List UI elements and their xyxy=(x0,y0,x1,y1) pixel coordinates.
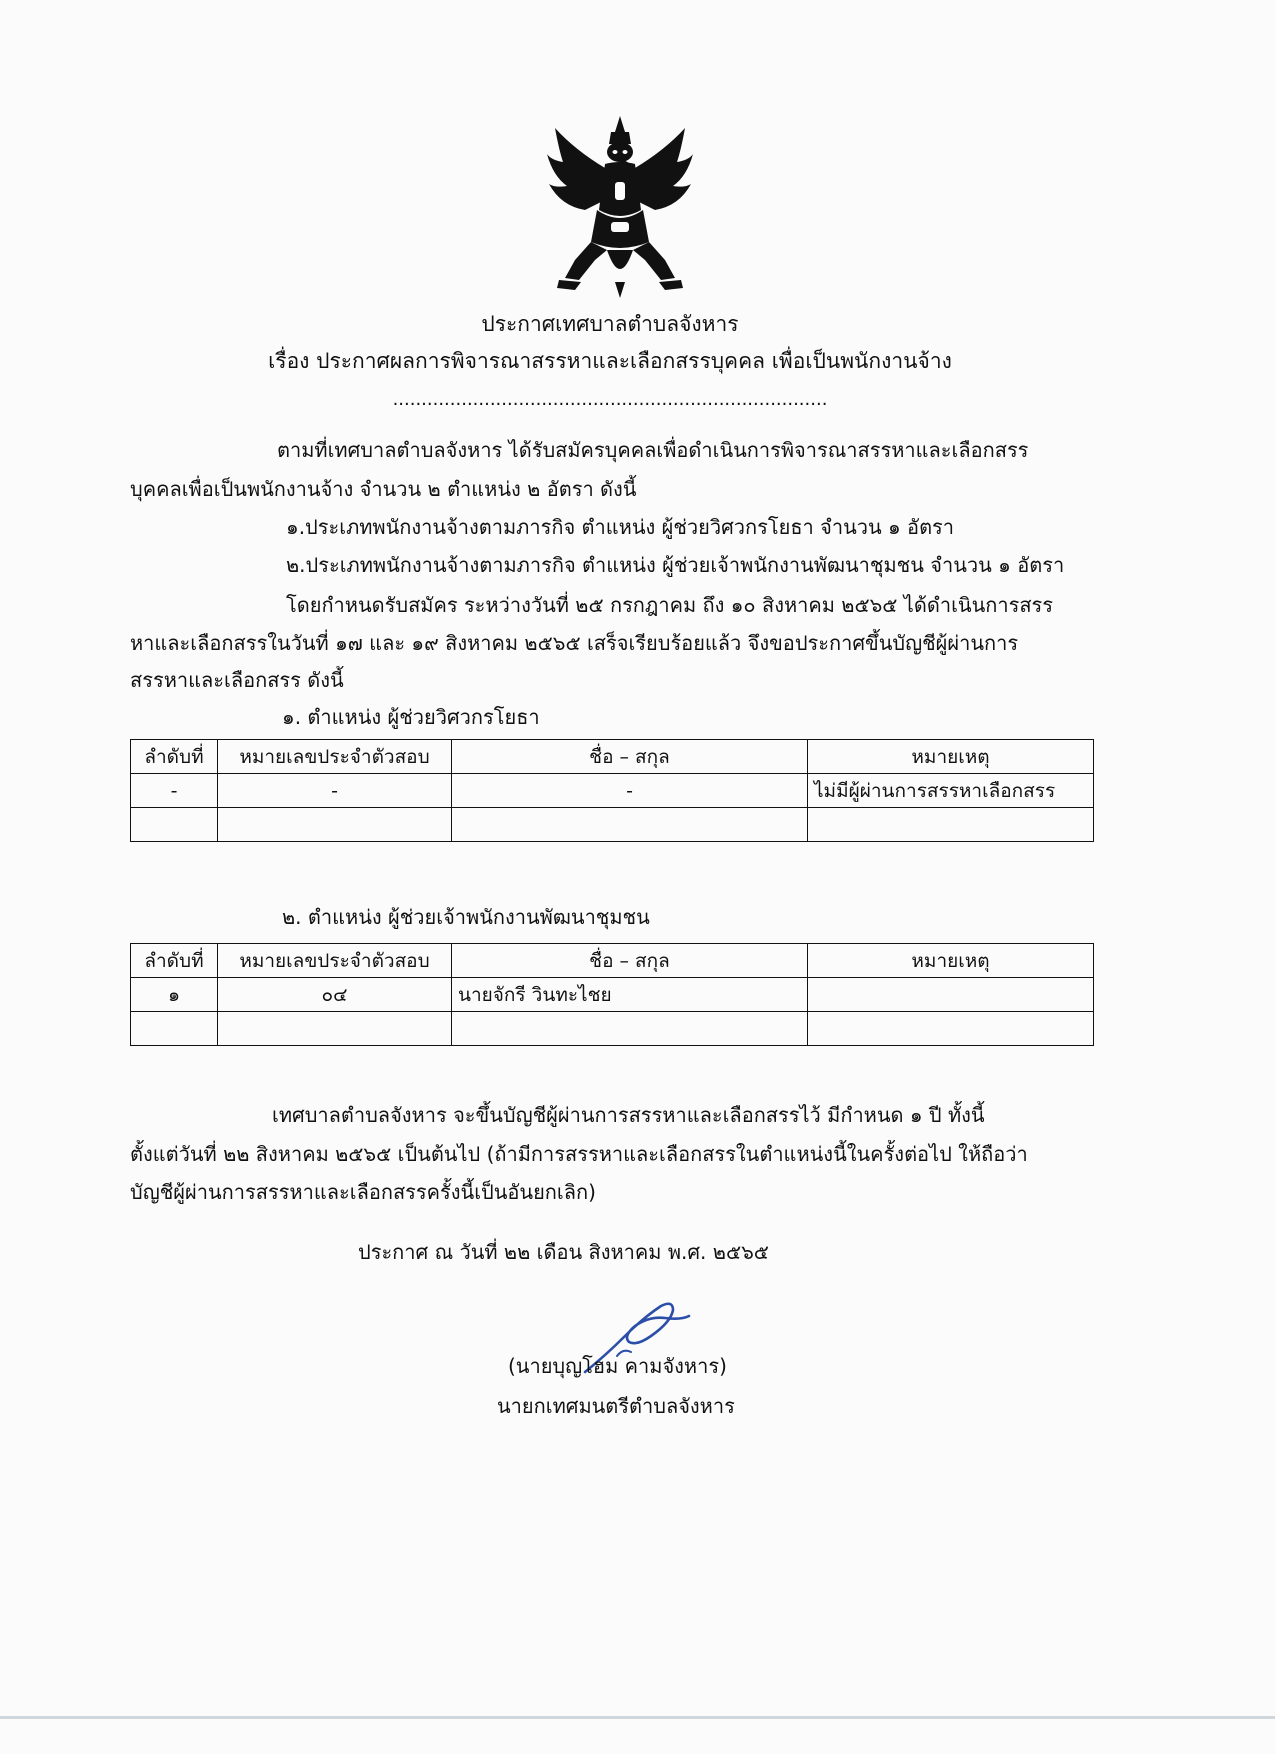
column-header: หมายเลขประจำตัวสอบ xyxy=(218,944,452,978)
table-row xyxy=(131,808,1094,842)
table-cell: ๐๔ xyxy=(218,978,452,1012)
column-header: ลำดับที่ xyxy=(131,740,218,774)
column-header: ชื่อ – สกุล xyxy=(452,740,808,774)
garuda-emblem-icon xyxy=(545,110,695,300)
paragraph-2-line-3: สรรหาและเลือกสรร ดังนี้ xyxy=(130,668,344,692)
section-1-heading: ๑. ตำแหน่ง ผู้ช่วยวิศวกรโยธา xyxy=(282,705,540,729)
closing-line-3: บัญชีผู้ผ่านการสรรหาและเลือกสรรครั้งนี้เป็นอันยกเลิก) xyxy=(130,1180,596,1204)
column-header: หมายเหตุ xyxy=(808,740,1094,774)
column-header: ชื่อ – สกุล xyxy=(452,944,808,978)
table-cell xyxy=(131,808,218,842)
table-cell: - xyxy=(131,774,218,808)
column-header: หมายเหตุ xyxy=(808,944,1094,978)
table-row xyxy=(131,774,1094,808)
table-header-row xyxy=(131,740,1094,774)
table-row xyxy=(131,1012,1094,1046)
paragraph-1-line-1: ตามที่เทศบาลตำบลจังหาร ได้รับสมัครบุคคลเพื่อดำเนินการพิจารณาสรรหาและเลือกสรร xyxy=(277,438,1029,462)
section-2-heading: ๒. ตำแหน่ง ผู้ช่วยเจ้าพนักงานพัฒนาชุมชน xyxy=(282,905,650,929)
paragraph-1-line-2: บุคคลเพื่อเป็นพนักงานจ้าง จำนวน ๒ ตำแหน่ง ๒ อัตรา ดังนี้ xyxy=(130,477,637,501)
signatory-name: (นายบุญโฮม คามจังหาร) xyxy=(508,1354,727,1378)
position-item-2: ๒.ประเภทพนักงานจ้างตามภารกิจ ตำแหน่ง ผู้ช่วยเจ้าพนักงานพัฒนาชุมชน จำนวน ๑ อัตรา xyxy=(286,553,1065,577)
section-1-table xyxy=(130,739,1094,842)
table-cell xyxy=(131,1012,218,1046)
table-cell: - xyxy=(218,774,452,808)
document-subject: เรื่อง ประกาศผลการพิจารณาสรรหาและเลือกสรรบุคคล เพื่อเป็นพนักงานจ้าง xyxy=(268,349,952,373)
title-separator: ............................................................................ xyxy=(392,389,828,410)
paragraph-2-line-2: หาและเลือกสรรในวันที่ ๑๗ และ ๑๙ สิงหาคม ๒๕๖๕ เสร็จเรียบร้อยแล้ว จึงขอประกาศขึ้นบัญชีผู้ผ่านการ xyxy=(130,631,1019,655)
table-cell: ไม่มีผู้ผ่านการสรรหาเลือกสรร xyxy=(808,774,1094,808)
closing-line-2: ตั้งแต่วันที่ ๒๒ สิงหาคม ๒๕๖๕ เป็นต้นไป (ถ้ามีการสรรหาและเลือกสรรในตำแหน่งนี้ในครั้งต่อไป ให้ถือว่า xyxy=(130,1142,1028,1166)
table-cell xyxy=(452,808,808,842)
announcement-date: ประกาศ ณ วันที่ ๒๒ เดือน สิงหาคม พ.ศ. ๒๕๖๕ xyxy=(358,1240,769,1264)
paragraph-2-line-1: โดยกำหนดรับสมัคร ระหว่างวันที่ ๒๕ กรกฎาคม ถึง ๑๐ สิงหาคม ๒๕๖๕ ได้ดำเนินการสรร xyxy=(286,593,1054,617)
table-cell: - xyxy=(452,774,808,808)
table-row xyxy=(131,978,1094,1012)
closing-line-1: เทศบาลตำบลจังหาร จะขึ้นบัญชีผู้ผ่านการสรรหาและเลือกสรรไว้ มีกำหนด ๑ ปี ทั้งนี้ xyxy=(272,1103,985,1127)
table-cell xyxy=(452,1012,808,1046)
table-cell: นายจักรี วินทะไชย xyxy=(452,978,808,1012)
document-title: ประกาศเทศบาลตำบลจังหาร xyxy=(481,312,739,336)
page-bottom-rule xyxy=(0,1716,1275,1719)
column-header: ลำดับที่ xyxy=(131,944,218,978)
table-cell xyxy=(218,808,452,842)
table-cell xyxy=(218,1012,452,1046)
table-cell xyxy=(808,1012,1094,1046)
signatory-position: นายกเทศมนตรีตำบลจังหาร xyxy=(497,1394,735,1418)
section-2-table xyxy=(130,943,1094,1046)
table-header-row xyxy=(131,944,1094,978)
column-header: หมายเลขประจำตัวสอบ xyxy=(218,740,452,774)
table-cell xyxy=(808,978,1094,1012)
table-cell xyxy=(808,808,1094,842)
position-item-1: ๑.ประเภทพนักงานจ้างตามภารกิจ ตำแหน่ง ผู้ช่วยวิศวกรโยธา จำนวน ๑ อัตรา xyxy=(286,515,955,539)
table-cell: ๑ xyxy=(131,978,218,1012)
